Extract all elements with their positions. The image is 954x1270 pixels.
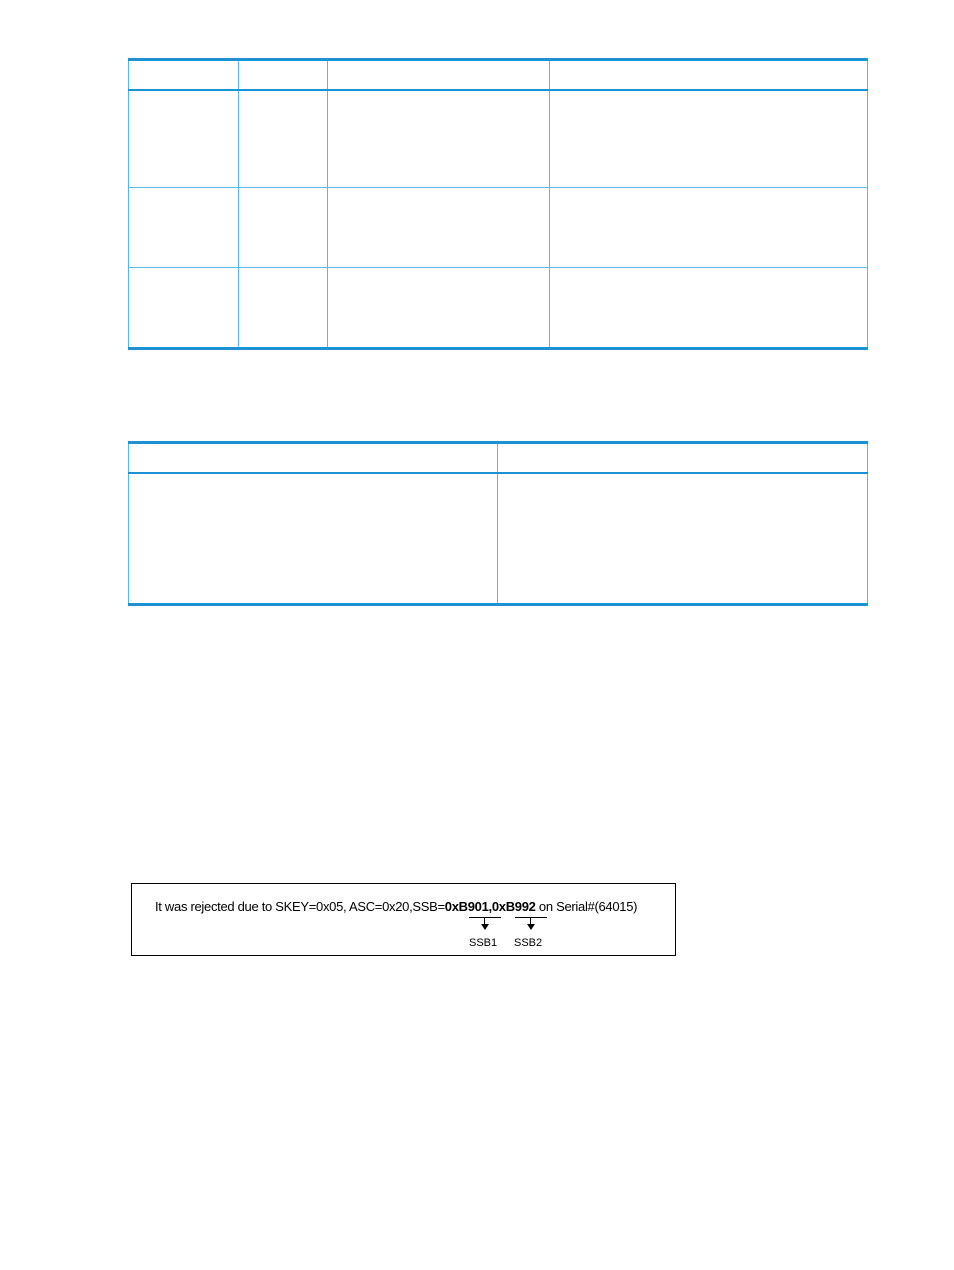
error-message-prefix: It was rejected due to SKEY=0x05, ASC=0x20,SSB=: [155, 899, 445, 914]
ssb2-label: SSB2: [514, 937, 543, 949]
table-header-cell: [550, 60, 868, 91]
table-cell: [550, 90, 868, 188]
table-cell: [129, 268, 239, 349]
table-header-row: [129, 60, 868, 91]
table-cell: [328, 268, 550, 349]
table-cell: [129, 188, 239, 268]
table-row: [129, 188, 868, 268]
error-message-text: [155, 899, 637, 914]
table-row: [129, 268, 868, 349]
table-header-row: [129, 443, 868, 474]
ssb2-value: 0xB992: [491, 899, 536, 914]
table-cell: [550, 188, 868, 268]
table-cell: [129, 90, 239, 188]
table-header-cell: [498, 443, 868, 474]
table-cell: [239, 90, 328, 188]
table-cell: [239, 268, 328, 349]
error-message-figure: [131, 883, 676, 956]
table-1: [128, 58, 868, 350]
table-header-cell: [239, 60, 328, 91]
table-header-cell: [328, 60, 550, 91]
table-cell: [328, 188, 550, 268]
ssb1-label: SSB1: [469, 937, 498, 949]
table-cell: [129, 473, 498, 605]
table-header-cell: [129, 443, 498, 474]
table-cell: [328, 90, 550, 188]
table-cell: [498, 473, 868, 605]
table-cell: [550, 268, 868, 349]
error-message-suffix: on Serial#(64015): [535, 899, 638, 914]
table-header-cell: [129, 60, 239, 91]
table-row: [129, 473, 868, 605]
ssb2-arrow-icon: [515, 917, 547, 931]
table-cell: [239, 188, 328, 268]
ssb1-value: 0xB901: [444, 899, 489, 914]
ssb-separator: ,: [488, 899, 492, 914]
table-2: [128, 441, 868, 606]
ssb1-arrow-icon: [469, 917, 501, 931]
table-row: [129, 90, 868, 188]
